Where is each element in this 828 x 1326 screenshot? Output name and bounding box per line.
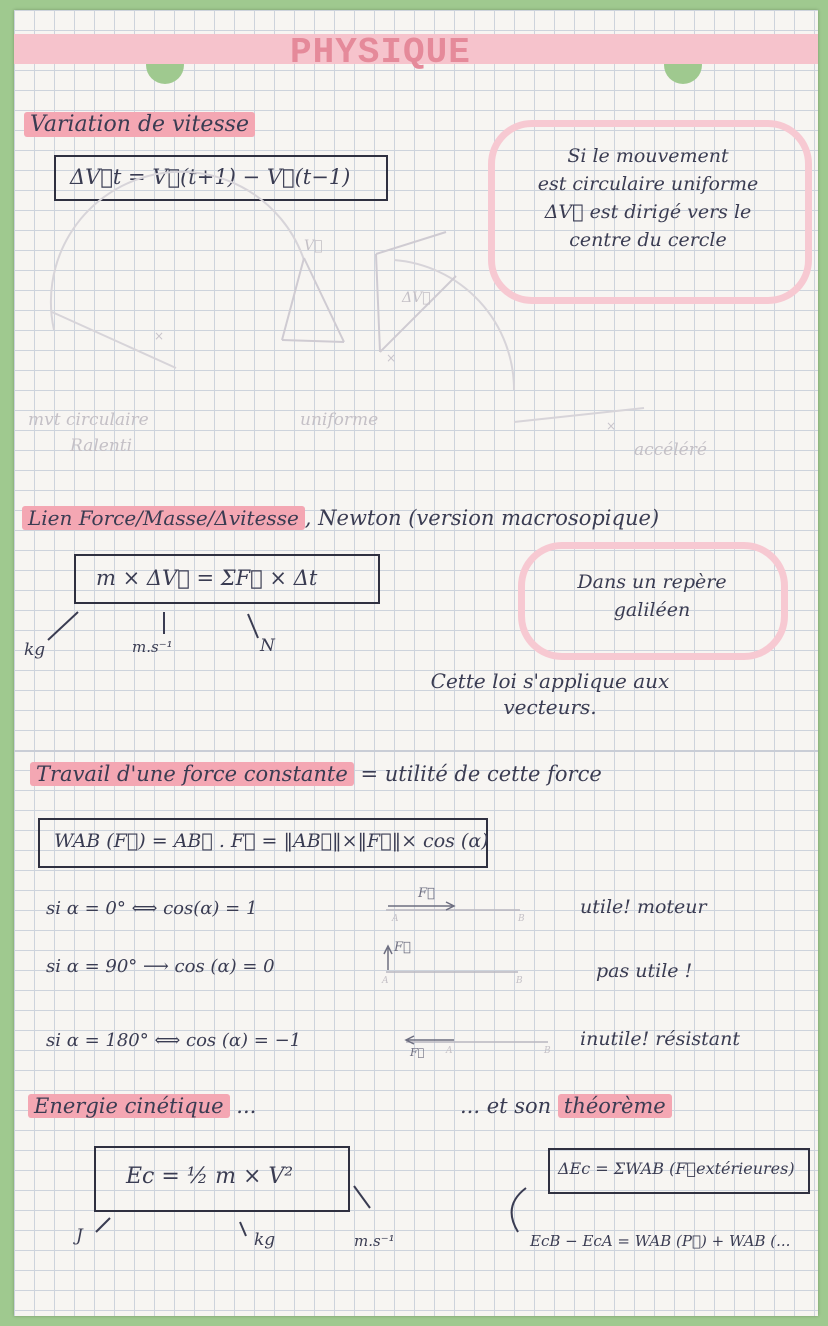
section-heading-newton: Lien Force/Masse/Δvitesse , Newton (version macrosopique): [22, 506, 659, 530]
formula-newton: m × ΔV⃗ = ΣF⃗ × Δt: [96, 566, 318, 590]
point-b-1: B: [518, 914, 525, 924]
section-heading-work: Travail d'une force constante = utilité de cette force: [30, 762, 602, 786]
point-b-3: B: [544, 1046, 551, 1056]
point-b-2: B: [516, 976, 523, 986]
sketch-label-uniforme: uniforme: [300, 410, 379, 430]
page-title: PHYSIQUE: [290, 32, 471, 73]
point-a-3: A: [446, 1046, 453, 1056]
unit-kg-mass: kg: [24, 640, 46, 660]
sketch-label-mvt: mvt circulaire: [28, 410, 149, 430]
formula-delta-v: ΔV⃗t = V⃗(t+1) − V⃗(t−1): [70, 165, 351, 189]
force-label-2: F⃗: [394, 940, 411, 955]
point-a-2: A: [382, 976, 389, 986]
sketch-vector-dv: ΔV⃗: [402, 290, 431, 306]
note-galilean: Dans un repère galiléen: [577, 571, 727, 621]
notebook-page: [14, 10, 818, 1316]
formula-kinetic: Ec = ½ m × V²: [126, 1164, 294, 1189]
section-heading-variation: Variation de vitesse: [24, 112, 255, 137]
unit-joule: J: [76, 1226, 83, 1246]
force-label-1: F⃗: [418, 886, 435, 901]
note-circular-motion: Si le mouvement est circulaire uniforme ΔV⃗ est dirigé vers le centre du cercle: [537, 145, 759, 251]
verdict-moteur: utile! moteur: [580, 896, 707, 918]
case-alpha-90: si α = 90° ⟶ cos (α) = 0: [46, 956, 275, 977]
svg-text:×: ×: [154, 329, 165, 343]
unit-velocity-kinetic: m.s⁻¹: [354, 1232, 395, 1250]
sketch-label-accelere: accéléré: [634, 440, 707, 460]
law-vectors-note: Cette loi s'applique aux vecteurs.: [430, 669, 670, 719]
verdict-pas-utile: pas utile !: [596, 960, 693, 982]
theorem-formula: ΔEc = ΣWAB (F⃗extérieures): [558, 1159, 795, 1178]
heading-theorem: ... et son théorème: [460, 1094, 672, 1118]
section-heading-energy: Energie cinétique ...: [28, 1094, 256, 1118]
force-label-3: F⃗: [410, 1046, 425, 1059]
unit-kg-kinetic: kg: [254, 1230, 276, 1250]
sketch-vector-v: V⃗: [304, 238, 323, 254]
formula-work: WAB (F⃗) = AB⃗ . F⃗ = ‖AB⃗‖×‖F⃗‖× cos (α): [54, 830, 489, 852]
svg-text:×: ×: [606, 419, 617, 433]
unit-newton: N: [260, 636, 275, 656]
svg-text:×: ×: [386, 351, 397, 365]
case-alpha-0: si α = 0° ⟺ cos(α) = 1: [46, 898, 258, 919]
theorem-development: EcB − EcA = WAB (P⃗) + WAB (...: [530, 1232, 791, 1250]
case-alpha-180: si α = 180° ⟺ cos (α) = −1: [46, 1030, 302, 1051]
point-a-1: A: [392, 914, 399, 924]
unit-arrows-kinetic: [14, 10, 818, 1316]
sketch-label-ralenti: Ralenti: [70, 436, 133, 456]
verdict-resistant: inutile! résistant: [580, 1028, 740, 1050]
unit-velocity: m.s⁻¹: [132, 638, 173, 656]
